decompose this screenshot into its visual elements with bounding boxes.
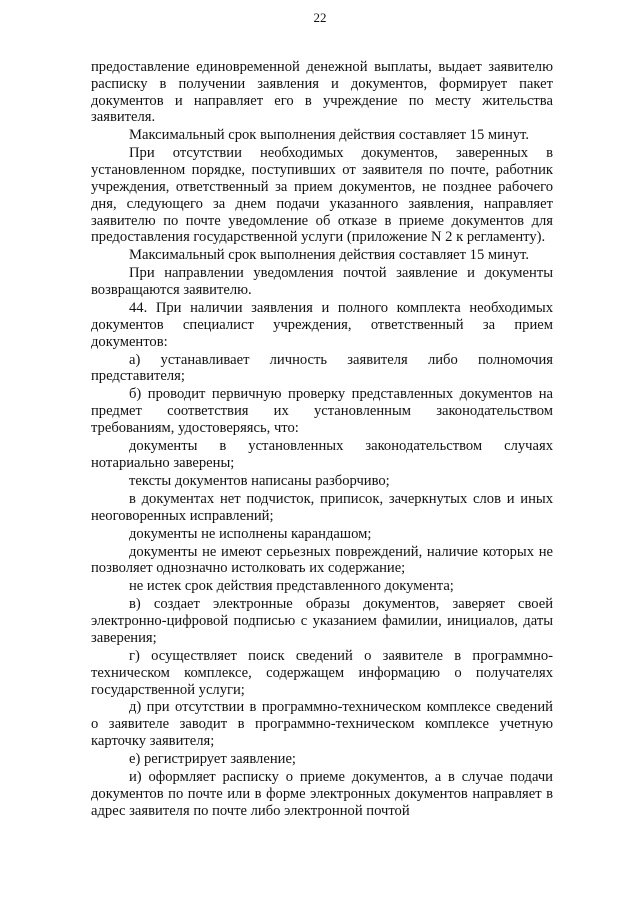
paragraph: в) создает электронные образы документов, заверяет своей электронно-цифровой подписью с указанием фамилии, инициалов, даты заверения; bbox=[91, 596, 553, 646]
document-body bbox=[91, 59, 553, 821]
paragraph: б) проводит первичную проверку представленных документов на предмет соответствия их установленным законодательством требованиям, удостоверяясь, что: bbox=[91, 386, 553, 437]
paragraph: г) осуществляет поиск сведений о заявителе в программно-техническом комплексе, содержащем информацию о получателях государственной услуги; bbox=[91, 647, 553, 698]
paragraph: предоставление единовременной денежной выплаты, выдает заявителю расписку в получении заявления и документов, формирует пакет документов и направляет его в учреждение по месту жительства заявителя. bbox=[91, 59, 553, 126]
paragraph: тексты документов написаны разборчиво; bbox=[129, 472, 390, 489]
paragraph: При направлении уведомления почтой заявление и документы возвращаются заявителю. bbox=[91, 265, 553, 299]
paragraph: документы не имеют серьезных повреждений, наличие которых не позволяет однозначно истолковать их содержание; bbox=[91, 543, 553, 577]
paragraph: Максимальный срок выполнения действия составляет 15 минут. bbox=[129, 247, 529, 264]
paragraph: 44. При наличии заявления и полного комплекта необходимых документов специалист учреждения, ответственный за прием документов: bbox=[91, 300, 553, 350]
page-number: 22 bbox=[313, 10, 327, 25]
paragraph: документы в установленных законодательством случаях нотариально заверены; bbox=[91, 438, 553, 471]
paragraph: д) при отсутствии в программно-техническом комплексе сведений о заявителе заводит в программно-техническом комплексе учетную карточку заявителя; bbox=[91, 699, 553, 750]
paragraph: документы не исполнены карандашом; bbox=[129, 525, 372, 542]
paragraph: в документах нет подчисток, приписок, зачеркнутых слов и иных неоговоренных исправлений; bbox=[91, 490, 553, 524]
paragraph: Максимальный срок выполнения действия составляет 15 минут. bbox=[129, 127, 529, 144]
paragraph: и) оформляет расписку о приеме документов, а в случае подачи документов по почте или в форме электронных документов направляет в адрес заявителя по почте либо электронной почтой bbox=[91, 769, 553, 819]
paragraph: При отсутствии необходимых документов, заверенных в установленном порядке, поступивших от заявителя по почте, работник учреждения, ответственный за прием документов, не позднее рабочего дня, следующего за днем подачи указанного заявления, направляет заявителю по почте уведомление об отказе в приеме документов для предоставления государственной услуги (приложение N 2 к регламенту). bbox=[91, 145, 553, 246]
paragraph: а) устанавливает личность заявителя либо полномочия представителя; bbox=[91, 351, 553, 385]
paragraph: е) регистрирует заявление; bbox=[129, 751, 296, 768]
paragraph: не истек срок действия представленного документа; bbox=[129, 578, 454, 595]
